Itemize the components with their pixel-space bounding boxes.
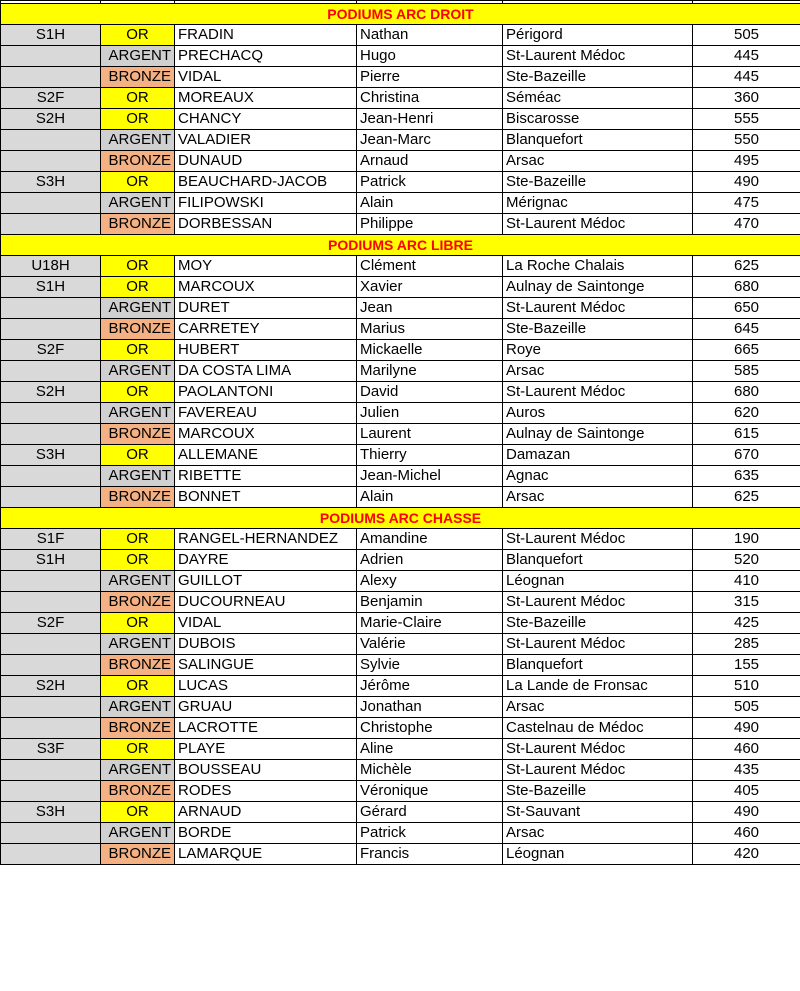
first-name-cell: Sylvie [357,655,503,676]
table-row [1,382,800,403]
score-cell: 155 [693,655,800,676]
medal-cell: BRONZE [101,151,175,172]
last-name-cell: GUILLOT [175,571,357,592]
club-cell: Blanquefort [503,550,693,571]
last-name-cell: FAVEREAU [175,403,357,424]
club-cell: Biscarosse [503,109,693,130]
score-cell: 510 [693,676,800,697]
table-row [1,25,800,46]
first-name-cell: David [357,382,503,403]
last-name-cell: PLAYE [175,739,357,760]
medal-cell: BRONZE [101,214,175,235]
last-name-cell: DAYRE [175,550,357,571]
last-name-cell: BORDE [175,823,357,844]
category-cell: S2F [1,613,101,634]
score-cell: 555 [693,109,800,130]
club-cell: Aulnay de Saintonge [503,424,693,445]
first-name-cell: Christina [357,88,503,109]
medal-cell: OR [101,529,175,550]
score-cell: 470 [693,214,800,235]
first-name-cell: Patrick [357,172,503,193]
club-cell: La Roche Chalais [503,256,693,277]
category-cell [1,151,101,172]
medal-cell: OR [101,739,175,760]
medal-cell: ARGENT [101,697,175,718]
club-cell: St-Laurent Médoc [503,529,693,550]
table-row [1,634,800,655]
last-name-cell: GRUAU [175,697,357,718]
last-name-cell: DUCOURNEAU [175,592,357,613]
category-cell [1,781,101,802]
club-cell: Blanquefort [503,655,693,676]
club-cell: Léognan [503,844,693,865]
club-cell: Aulnay de Saintonge [503,277,693,298]
table-row [1,571,800,592]
medal-cell: ARGENT [101,298,175,319]
table-row [1,529,800,550]
first-name-cell: Julien [357,403,503,424]
club-cell: St-Laurent Médoc [503,739,693,760]
table-row [1,676,800,697]
medal-cell: ARGENT [101,760,175,781]
medal-cell: OR [101,25,175,46]
category-cell: S3H [1,445,101,466]
category-cell [1,697,101,718]
last-name-cell: BOUSSEAU [175,760,357,781]
first-name-cell: Adrien [357,550,503,571]
last-name-cell: MOREAUX [175,88,357,109]
category-cell [1,67,101,88]
table-row [1,424,800,445]
table-row [1,802,800,823]
category-cell: S3H [1,802,101,823]
score-cell: 520 [693,550,800,571]
first-name-cell: Philippe [357,214,503,235]
first-name-cell: Arnaud [357,151,503,172]
category-cell: S1H [1,277,101,298]
club-cell: St-Laurent Médoc [503,592,693,613]
medal-cell: ARGENT [101,571,175,592]
score-cell: 405 [693,781,800,802]
table-row [1,613,800,634]
table-row [1,319,800,340]
last-name-cell: LACROTTE [175,718,357,739]
score-cell: 680 [693,382,800,403]
last-name-cell: VIDAL [175,67,357,88]
category-cell [1,46,101,67]
table-row [1,760,800,781]
club-cell: Ste-Bazeille [503,613,693,634]
club-cell: Arsac [503,361,693,382]
first-name-cell: Jean-Henri [357,109,503,130]
score-cell: 460 [693,823,800,844]
last-name-cell: PRECHACQ [175,46,357,67]
first-name-cell: Jean-Michel [357,466,503,487]
category-cell: S1H [1,25,101,46]
first-name-cell: Patrick [357,823,503,844]
last-name-cell: DURET [175,298,357,319]
medal-cell: ARGENT [101,193,175,214]
table-row [1,277,800,298]
table-row [1,361,800,382]
score-cell: 550 [693,130,800,151]
last-name-cell: DUBOIS [175,634,357,655]
score-cell: 665 [693,340,800,361]
last-name-cell: CHANCY [175,109,357,130]
table-row [1,340,800,361]
category-cell [1,193,101,214]
last-name-cell: LAMARQUE [175,844,357,865]
medal-cell: OR [101,109,175,130]
first-name-cell: Véronique [357,781,503,802]
score-cell: 285 [693,634,800,655]
club-cell: St-Sauvant [503,802,693,823]
category-cell [1,844,101,865]
medal-cell: OR [101,277,175,298]
first-name-cell: Mickaelle [357,340,503,361]
club-cell: Roye [503,340,693,361]
category-cell [1,298,101,319]
club-cell: Damazan [503,445,693,466]
medal-cell: OR [101,382,175,403]
club-cell: St-Laurent Médoc [503,634,693,655]
club-cell: Castelnau de Médoc [503,718,693,739]
score-cell: 505 [693,697,800,718]
score-cell: 625 [693,487,800,508]
first-name-cell: Marilyne [357,361,503,382]
table-row [1,550,800,571]
category-cell [1,760,101,781]
club-cell: St-Laurent Médoc [503,46,693,67]
score-cell: 360 [693,88,800,109]
category-cell [1,361,101,382]
first-name-cell: Jérôme [357,676,503,697]
table-row [1,592,800,613]
score-cell: 505 [693,25,800,46]
table-row [1,445,800,466]
last-name-cell: MARCOUX [175,424,357,445]
score-cell: 435 [693,760,800,781]
club-cell: St-Laurent Médoc [503,298,693,319]
section-header [1,508,800,529]
category-cell: S2H [1,382,101,403]
club-cell: Périgord [503,25,693,46]
last-name-cell: VALADIER [175,130,357,151]
table-row [1,487,800,508]
first-name-cell: Michèle [357,760,503,781]
table-row [1,151,800,172]
medal-cell: ARGENT [101,823,175,844]
last-name-cell: MARCOUX [175,277,357,298]
category-cell [1,487,101,508]
category-cell: S2H [1,109,101,130]
last-name-cell: PAOLANTONI [175,382,357,403]
score-cell: 425 [693,613,800,634]
medal-cell: ARGENT [101,361,175,382]
first-name-cell: Xavier [357,277,503,298]
category-cell [1,466,101,487]
last-name-cell: VIDAL [175,613,357,634]
score-cell: 495 [693,151,800,172]
last-name-cell: LUCAS [175,676,357,697]
club-cell: Ste-Bazeille [503,319,693,340]
category-cell [1,634,101,655]
table-row [1,844,800,865]
medal-cell: OR [101,88,175,109]
category-cell [1,319,101,340]
first-name-cell: Thierry [357,445,503,466]
last-name-cell: DUNAUD [175,151,357,172]
medal-cell: BRONZE [101,655,175,676]
score-cell: 190 [693,529,800,550]
medal-cell: OR [101,172,175,193]
medal-cell: BRONZE [101,781,175,802]
last-name-cell: HUBERT [175,340,357,361]
club-cell: Séméac [503,88,693,109]
club-cell: Agnac [503,466,693,487]
medal-cell: ARGENT [101,403,175,424]
club-cell: Auros [503,403,693,424]
last-name-cell: DORBESSAN [175,214,357,235]
table-row [1,46,800,67]
category-cell: S2F [1,340,101,361]
club-cell: Ste-Bazeille [503,172,693,193]
club-cell: St-Laurent Médoc [503,214,693,235]
first-name-cell: Clément [357,256,503,277]
medal-cell: OR [101,340,175,361]
last-name-cell: FILIPOWSKI [175,193,357,214]
medal-cell: OR [101,445,175,466]
score-cell: 635 [693,466,800,487]
last-name-cell: ALLEMANE [175,445,357,466]
medal-cell: ARGENT [101,130,175,151]
club-cell: Arsac [503,151,693,172]
last-name-cell: RANGEL-HERNANDEZ [175,529,357,550]
table-row [1,403,800,424]
first-name-cell: Jonathan [357,697,503,718]
category-cell: S3F [1,739,101,760]
medal-cell: BRONZE [101,67,175,88]
category-cell: S3H [1,172,101,193]
medal-cell: BRONZE [101,718,175,739]
first-name-cell: Aline [357,739,503,760]
medal-cell: OR [101,550,175,571]
club-cell: Ste-Bazeille [503,781,693,802]
last-name-cell: RIBETTE [175,466,357,487]
medal-cell: BRONZE [101,319,175,340]
first-name-cell: Alexy [357,571,503,592]
last-name-cell: FRADIN [175,25,357,46]
category-cell: S2F [1,88,101,109]
score-cell: 460 [693,739,800,760]
table-row [1,466,800,487]
score-cell: 650 [693,298,800,319]
medal-cell: BRONZE [101,487,175,508]
table-row [1,109,800,130]
medal-cell: ARGENT [101,46,175,67]
first-name-cell: Benjamin [357,592,503,613]
category-cell [1,571,101,592]
score-cell: 490 [693,802,800,823]
score-cell: 670 [693,445,800,466]
medal-cell: OR [101,802,175,823]
category-cell [1,424,101,445]
category-cell: S1F [1,529,101,550]
category-cell [1,592,101,613]
club-cell: St-Laurent Médoc [503,760,693,781]
medal-cell: BRONZE [101,424,175,445]
category-cell [1,130,101,151]
section-title: PODIUMS ARC CHASSE [1,508,800,529]
first-name-cell: Nathan [357,25,503,46]
medal-cell: BRONZE [101,592,175,613]
score-cell: 615 [693,424,800,445]
category-cell: S1H [1,550,101,571]
last-name-cell: BEAUCHARD-JACOB [175,172,357,193]
score-cell: 680 [693,277,800,298]
first-name-cell: Gérard [357,802,503,823]
first-name-cell: Pierre [357,67,503,88]
medal-cell: OR [101,613,175,634]
first-name-cell: Marius [357,319,503,340]
score-cell: 490 [693,172,800,193]
score-cell: 475 [693,193,800,214]
last-name-cell: BONNET [175,487,357,508]
score-cell: 445 [693,67,800,88]
club-cell: St-Laurent Médoc [503,382,693,403]
category-cell [1,214,101,235]
score-cell: 645 [693,319,800,340]
club-cell: Blanquefort [503,130,693,151]
medal-cell: BRONZE [101,844,175,865]
table-row [1,655,800,676]
first-name-cell: Amandine [357,529,503,550]
medal-cell: OR [101,676,175,697]
category-cell [1,655,101,676]
section-title: PODIUMS ARC DROIT [1,4,800,25]
last-name-cell: MOY [175,256,357,277]
club-cell: Arsac [503,697,693,718]
last-name-cell: DA COSTA LIMA [175,361,357,382]
first-name-cell: Christophe [357,718,503,739]
score-cell: 625 [693,256,800,277]
first-name-cell: Francis [357,844,503,865]
table-row [1,298,800,319]
category-cell [1,403,101,424]
first-name-cell: Laurent [357,424,503,445]
score-cell: 410 [693,571,800,592]
first-name-cell: Jean [357,298,503,319]
club-cell: Léognan [503,571,693,592]
section-title: PODIUMS ARC LIBRE [1,235,800,256]
category-cell: U18H [1,256,101,277]
score-cell: 445 [693,46,800,67]
table-row [1,781,800,802]
last-name-cell: SALINGUE [175,655,357,676]
table-row [1,823,800,844]
section-header [1,235,800,256]
score-cell: 490 [693,718,800,739]
section-header [1,4,800,25]
table-row [1,739,800,760]
score-cell: 420 [693,844,800,865]
medal-cell: OR [101,256,175,277]
category-cell [1,823,101,844]
club-cell: Arsac [503,487,693,508]
score-cell: 315 [693,592,800,613]
table-row [1,697,800,718]
club-cell: La Lande de Fronsac [503,676,693,697]
medal-cell: ARGENT [101,466,175,487]
club-cell: Ste-Bazeille [503,67,693,88]
last-name-cell: CARRETEY [175,319,357,340]
table-row [1,172,800,193]
first-name-cell: Valérie [357,634,503,655]
category-cell [1,718,101,739]
table-row [1,88,800,109]
category-cell: S2H [1,676,101,697]
table-row [1,67,800,88]
first-name-cell: Alain [357,487,503,508]
score-cell: 585 [693,361,800,382]
table-row [1,718,800,739]
last-name-cell: RODES [175,781,357,802]
last-name-cell: ARNAUD [175,802,357,823]
score-cell: 620 [693,403,800,424]
medal-cell: ARGENT [101,634,175,655]
table-row [1,256,800,277]
club-cell: Arsac [503,823,693,844]
first-name-cell: Alain [357,193,503,214]
club-cell: Mérignac [503,193,693,214]
table-row [1,214,800,235]
table-row [1,193,800,214]
first-name-cell: Jean-Marc [357,130,503,151]
table-row [1,130,800,151]
first-name-cell: Hugo [357,46,503,67]
first-name-cell: Marie-Claire [357,613,503,634]
